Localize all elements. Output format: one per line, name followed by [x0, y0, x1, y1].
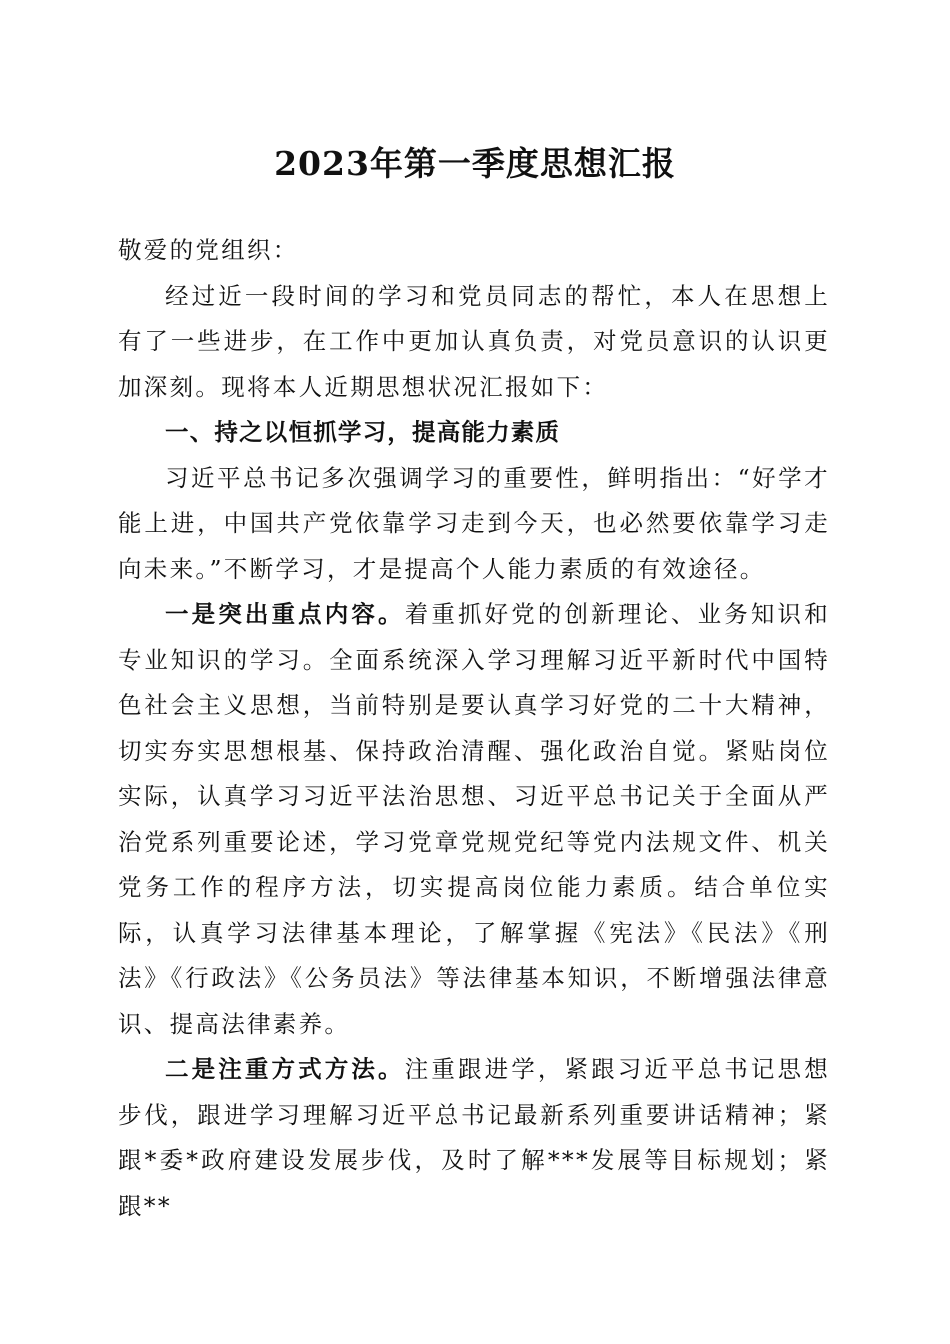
point-two-text: 注重跟进学，紧跟习近平总书记思想步伐，跟进学习理解习近平总书记最新系列重要讲话精神；紧跟*委*政府建设发展步伐，及时了解***发展等目标规划；紧跟** [118, 1055, 830, 1220]
point-one-paragraph [118, 592, 830, 1047]
section-heading: 一、持之以恒抓学习，提高能力素质 [165, 418, 561, 446]
section-intro-paragraph: 习近平总书记多次强调学习的重要性，鲜明指出：“好学才能上进，中国共产党依靠学习走到今天，也必然要依靠学习走向未来。”不断学习，才是提高个人能力素质的有效途径。 [118, 463, 830, 583]
point-two-lead: 二是注重方式方法。 [165, 1055, 405, 1083]
document-title: 2023年第一季度思想汇报 [274, 144, 676, 183]
point-two-paragraph [118, 1047, 830, 1229]
intro-paragraph: 经过近一段时间的学习和党员同志的帮忙，本人在思想上有了一些进步，在工作中更加认真负责，对党员意识的认识更加深刻。现将本人近期思想状况汇报如下： [118, 281, 830, 401]
point-one-text: 着重抓好党的创新理论、业务知识和专业知识的学习。全面系统深入学习理解习近平新时代中国特色社会主义思想，当前特别是要认真学习好党的二十大精神，切实夯实思想根基、保持政治清醒、强化政治自觉。紧贴岗位实际，认真学习习近平法治思想、习近平总书记关于全面从严治党系列重要论述，学习党章党规党纪等党内法规文件、机关党务工作的程序方法，切实提高岗位能力素质。结合单位实际，认真学习法律基本理论，了解掌握《宪法》《民法》《刑法》《行政法》《公务员法》等法律基本知识，不断增强法律意识、提高法律素养。 [118, 600, 830, 1038]
point-one-lead: 一是突出重点内容。 [165, 600, 405, 628]
salutation: 敬爱的党组织： [118, 236, 299, 264]
document-body [118, 228, 830, 1229]
